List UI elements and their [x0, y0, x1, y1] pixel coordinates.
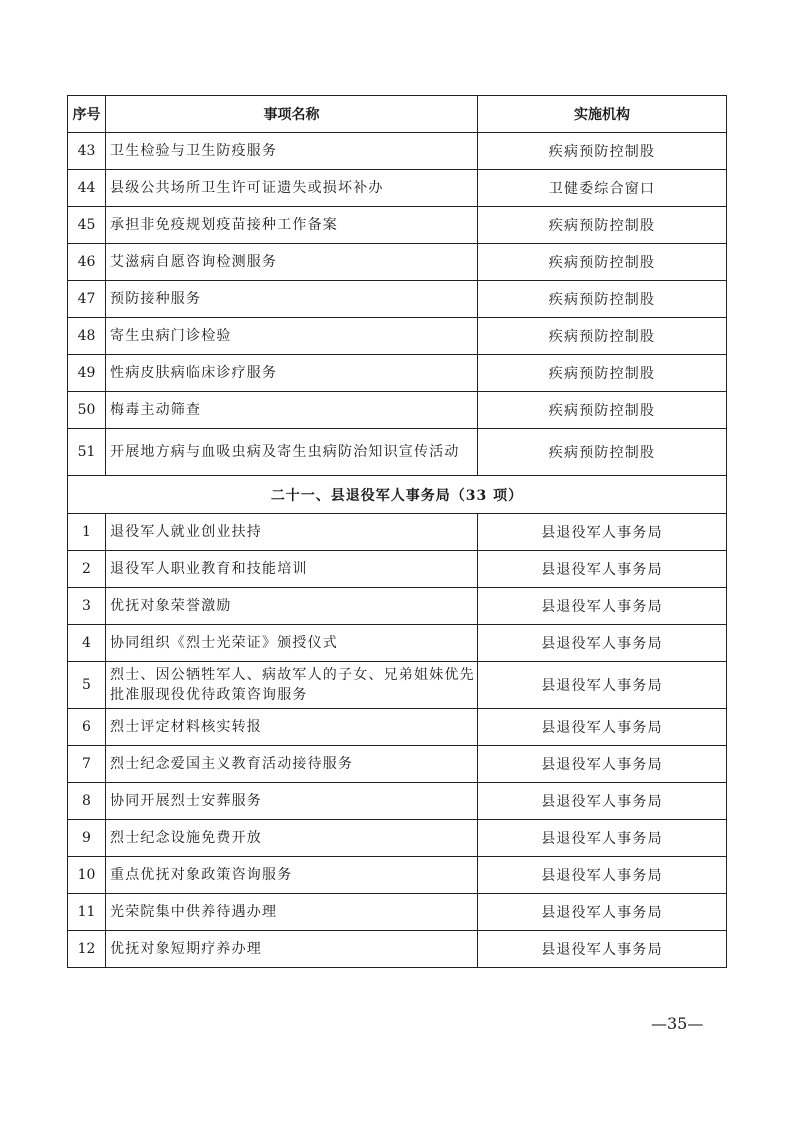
- table-row: [68, 931, 727, 968]
- agency-name: 县退役军人事务局: [478, 551, 727, 588]
- item-name: 烈士纪念爱国主义教育活动接待服务: [106, 746, 478, 783]
- table-row: [68, 207, 727, 244]
- item-name: 梅毒主动筛查: [106, 392, 478, 429]
- header-org: 实施机构: [478, 96, 727, 133]
- table-row: [68, 625, 727, 662]
- table-row: [68, 551, 727, 588]
- row-number: 2: [68, 551, 106, 588]
- item-name: 承担非免疫规划疫苗接种工作备案: [106, 207, 478, 244]
- item-name: 性病皮肤病临床诊疗服务: [106, 355, 478, 392]
- row-number: 5: [68, 662, 106, 709]
- table-row: [68, 709, 727, 746]
- row-number: 47: [68, 281, 106, 318]
- row-number: 9: [68, 820, 106, 857]
- agency-name: 县退役军人事务局: [478, 746, 727, 783]
- header-name: 事项名称: [106, 96, 478, 133]
- item-name: 优抚对象荣誉激励: [106, 588, 478, 625]
- row-number: 49: [68, 355, 106, 392]
- row-number: 1: [68, 514, 106, 551]
- row-number: 8: [68, 783, 106, 820]
- agency-name: 县退役军人事务局: [478, 662, 727, 709]
- table-row: [68, 244, 727, 281]
- table-row: [68, 355, 727, 392]
- agency-name: 疾病预防控制股: [478, 281, 727, 318]
- table-row: [68, 783, 727, 820]
- agency-name: 疾病预防控制股: [478, 244, 727, 281]
- agency-name: 县退役军人事务局: [478, 820, 727, 857]
- table-row: [68, 318, 727, 355]
- agency-name: 疾病预防控制股: [478, 207, 727, 244]
- table-row: [68, 662, 727, 709]
- row-number: 51: [68, 429, 106, 476]
- header-row: [68, 96, 727, 133]
- table-row: [68, 514, 727, 551]
- table-row: [68, 894, 727, 931]
- table-row: [68, 170, 727, 207]
- agency-name: 疾病预防控制股: [478, 318, 727, 355]
- agency-name: 县退役军人事务局: [478, 783, 727, 820]
- agency-name: 县退役军人事务局: [478, 514, 727, 551]
- table-row: [68, 746, 727, 783]
- row-number: 4: [68, 625, 106, 662]
- table-row: [68, 857, 727, 894]
- item-name: 烈士、因公牺牲军人、病故军人的子女、兄弟姐妹优先批准服现役优待政策咨询服务: [106, 662, 478, 709]
- item-name: 光荣院集中供养待遇办理: [106, 894, 478, 931]
- item-name: 退役军人职业教育和技能培训: [106, 551, 478, 588]
- item-name: 重点优抚对象政策咨询服务: [106, 857, 478, 894]
- page-number: —35—: [651, 1014, 704, 1033]
- row-number: 44: [68, 170, 106, 207]
- row-number: 50: [68, 392, 106, 429]
- table-body-health: [68, 133, 727, 476]
- row-number: 10: [68, 857, 106, 894]
- row-number: 46: [68, 244, 106, 281]
- table-body-veterans: [68, 514, 727, 968]
- row-number: 43: [68, 133, 106, 170]
- item-name: 艾滋病自愿咨询检测服务: [106, 244, 478, 281]
- table-row: [68, 392, 727, 429]
- row-number: 7: [68, 746, 106, 783]
- item-name: 卫生检验与卫生防疫服务: [106, 133, 478, 170]
- agency-name: 县退役军人事务局: [478, 857, 727, 894]
- agency-name: 县退役军人事务局: [478, 625, 727, 662]
- item-name: 寄生虫病门诊检验: [106, 318, 478, 355]
- row-number: 48: [68, 318, 106, 355]
- item-name: 优抚对象短期疗养办理: [106, 931, 478, 968]
- item-name: 县级公共场所卫生许可证遗失或损坏补办: [106, 170, 478, 207]
- table-row: [68, 429, 727, 476]
- row-number: 11: [68, 894, 106, 931]
- row-number: 3: [68, 588, 106, 625]
- service-items-table: [67, 95, 727, 968]
- table-row: [68, 133, 727, 170]
- item-name: 开展地方病与血吸虫病及寄生虫病防治知识宣传活动: [106, 429, 478, 476]
- item-name: 预防接种服务: [106, 281, 478, 318]
- row-number: 45: [68, 207, 106, 244]
- table-section: [68, 476, 727, 514]
- table-row: [68, 281, 727, 318]
- header-no: 序号: [68, 96, 106, 133]
- agency-name: 疾病预防控制股: [478, 355, 727, 392]
- agency-name: 疾病预防控制股: [478, 392, 727, 429]
- agency-name: 卫健委综合窗口: [478, 170, 727, 207]
- item-name: 协同开展烈士安葬服务: [106, 783, 478, 820]
- agency-name: 疾病预防控制股: [478, 429, 727, 476]
- agency-name: 县退役军人事务局: [478, 931, 727, 968]
- section-row: [68, 476, 727, 514]
- item-name: 烈士评定材料核实转报: [106, 709, 478, 746]
- item-name: 退役军人就业创业扶持: [106, 514, 478, 551]
- agency-name: 疾病预防控制股: [478, 133, 727, 170]
- section-title: 二十一、县退役军人事务局（33 项）: [68, 476, 727, 514]
- row-number: 6: [68, 709, 106, 746]
- table-row: [68, 820, 727, 857]
- agency-name: 县退役军人事务局: [478, 894, 727, 931]
- item-name: 协同组织《烈士光荣证》颁授仪式: [106, 625, 478, 662]
- table-row: [68, 588, 727, 625]
- item-name: 烈士纪念设施免费开放: [106, 820, 478, 857]
- agency-name: 县退役军人事务局: [478, 588, 727, 625]
- row-number: 12: [68, 931, 106, 968]
- agency-name: 县退役军人事务局: [478, 709, 727, 746]
